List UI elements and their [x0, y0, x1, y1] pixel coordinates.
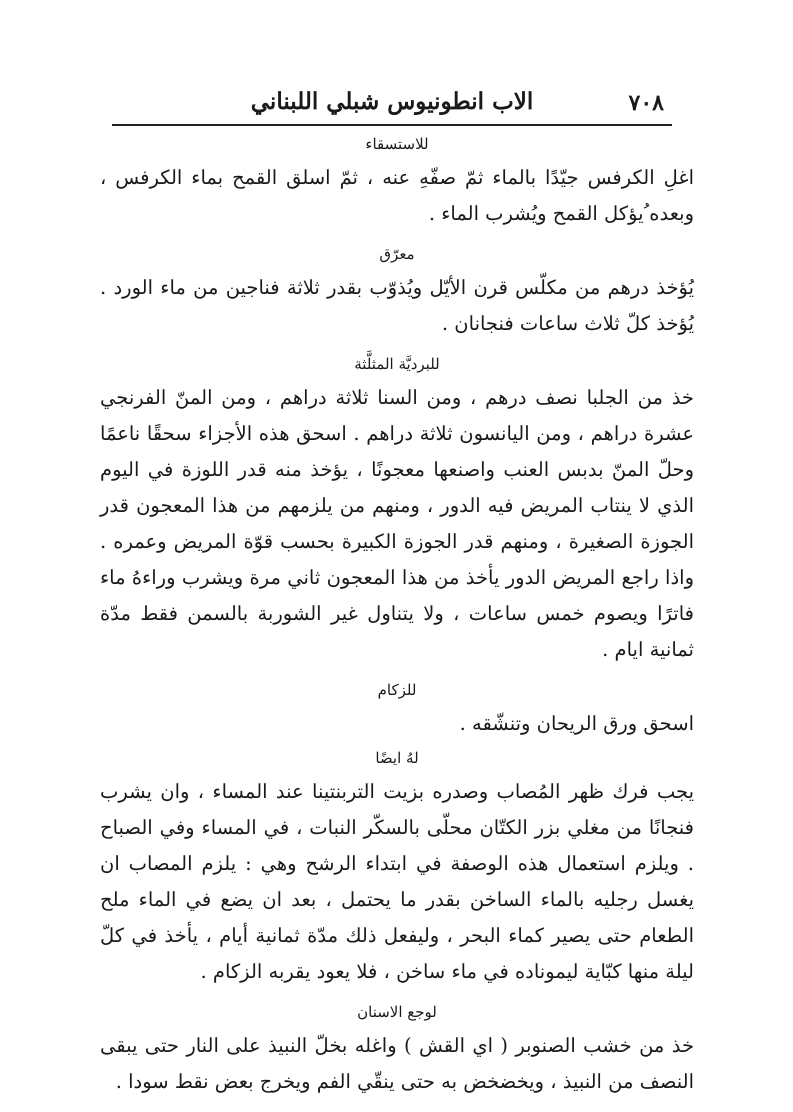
page-header [112, 86, 672, 122]
section-cold [100, 674, 694, 742]
section-heading: معرّق [379, 245, 415, 263]
section-paragraph: خذ من الجلبا نصف درهم ، ومن السنا ثلاثة دراهم ، ومن المنّ الفرنجي عشرة دراهم ، ومن اليانسون ثلاثة دراهم . اسحق هذه الأجزاء سحقًا ناعمًا وحلّ المنّ بدبس العنب واصنعها معجونًا ، يؤخذ منه قدر اللوزة في اليوم الذي لا ينتاب المريض فيه الدور ، ومنهم من يلزمهم من هذا المعجون قدر الجوزة الصغيرة ، ومنهم قدر الجوزة الكبيرة بحسب قوّة المريض وعمره . واذا راجع المريض الدور يأخذ من هذا المعجون ثاني مرة ويشرب وراءهُ ماء فاترًا ويصوم خمس ساعات ، ولا يتناول غير الشوربة بالسمن فقط مدّة ثمانية ايام . [100, 386, 694, 661]
section-toothache [100, 996, 694, 1100]
page-number: ٧٠٨ [628, 90, 664, 116]
section-heading: لهُ ايضًا [375, 749, 419, 767]
section-heading: للزكام [377, 681, 417, 699]
section-heading: للاستسقاء [365, 135, 429, 153]
section-paragraph: يجب فرك ظهر المُصاب وصدره بزيت التربنتينا عند المساء ، وان يشرب فنجانًا من مغلي بزر الكتّان محلّى بالسكّر النبات ، في المساء وفي الصباح . ويلزم استعمال هذه الوصفة في ابتداء الرشح وهي : يلزم المصاب ان يغسل رجليه بالماء الساخن بقدر ما يحتمل ، بعد ان يضع في الماء ملح الطعام حتى يصير كماء البحر ، وليفعل ذلك مدّة ثمانية أيام ، يأخذ في كلّ ليلة منها كبّاية ليموناده في ماء ساخن ، فلا يعود يقربه الزكام . [100, 780, 694, 983]
page-body [100, 128, 694, 1100]
section-sudorific [100, 238, 694, 342]
section-cold-also [100, 742, 694, 990]
section-dropsy [100, 128, 694, 232]
section-tertian-fever [100, 348, 694, 668]
section-paragraph: خذ من خشب الصنوبر ( اي القش ) واغله بخلّ النبيذ على النار حتى يبقى النصف من النبيذ ، ويخضخض به حتى ينقّي الفم ويخرج بعض نقط سودا . [100, 1034, 694, 1093]
running-title: الاب انطونيوس شبلي اللبناني [250, 88, 534, 115]
header-rule [112, 124, 672, 126]
section-paragraph: اسحق ورق الريحان وتنشّقه . [459, 712, 694, 735]
section-heading: للبرديَّة المثلَّثة [354, 355, 440, 373]
section-paragraph: اغلِ الكرفس جيّدًا بالماء ثمّ صفّهِ عنه ، ثمّ اسلق القمح بماء الكرفس ، وبعده ُيؤكل القمح ويُشرب الماء . [100, 166, 694, 225]
section-heading: لوجع الاسنان [357, 1003, 437, 1021]
section-paragraph: يُؤخذ درهم من مكلّس قرن الأيّل ويُذوّب بقدر ثلاثة فناجين من ماء الورد . يُؤخذ كلّ ثلاث ساعات فنجانان . [100, 276, 694, 335]
